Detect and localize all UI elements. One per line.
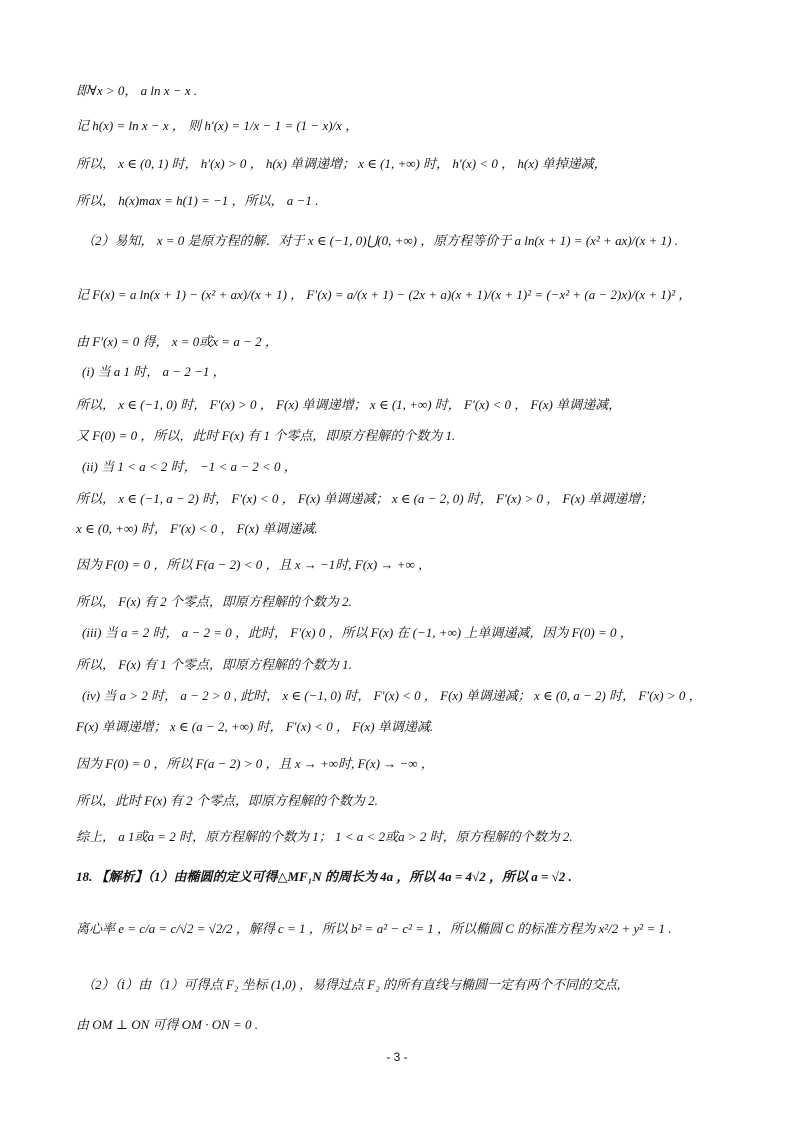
text-line: 因为 F(0) = 0 ，所以 F(a − 2) > 0 ，且 x → +∞时, F(x) → −∞ ， (76, 756, 434, 771)
text-line: (iii) 当 a = 2 时， a − 2 = 0 ，此时， F′(x) 0 ，所以 F(x) 在 (−1, +∞) 上单调递减，因为 F(0) = 0 ， (82, 625, 633, 640)
text-line: (i) 当 a 1 时， a − 2 −1 ， (82, 364, 226, 379)
text-line: 离心率 e = c/a = c/√2 = √2/2 ，解得 c = 1 ，所以 b² = a² − c² = 1 ，所以椭圆 C 的标准方程为 x²/2 + y² = 1 . (76, 921, 672, 936)
text-line: 所以， x ∈ (−1, 0) 时， F′(x) > 0 ， F(x) 单调递增； x ∈ (1, +∞) 时， F′(x) < 0 ， F(x) 单调递减， (76, 397, 622, 412)
text-line: （2）（ⅰ）由（1）可得点 F₂ 坐标 (1,0) ，易得过点 F₂ 的所有直线与椭圆一定有两个不同的交点, (82, 977, 621, 992)
text-line: 综上， a 1或a = 2 时，原方程解的个数为 1； 1 < a < 2或a > 2 时，原方程解的个数为 2. (76, 829, 573, 844)
text-line: F(x) 单调递增； x ∈ (a − 2, +∞) 时， F′(x) < 0 ， F(x) 单调递减. (76, 719, 434, 734)
text-line: 所以， x ∈ (0, 1) 时， h′(x) > 0 ， h(x) 单调递增； x ∈ (1, +∞) 时， h′(x) < 0 ， h(x) 单掉递减， (76, 156, 607, 171)
text-line: (ii) 当 1 < a < 2 时， −1 < a − 2 < 0 ， (82, 459, 297, 474)
text-line: 由 OM ⊥ ON 可得 OM · ON = 0 . (76, 1017, 259, 1032)
text-line: 所以， h(x)max = h(1) = −1 ，所以， a −1 . (76, 193, 319, 208)
text-line: 记 h(x) = ln x − x ， 则 h′(x) = 1/x − 1 = (1 − x)/x ， (76, 118, 359, 133)
text-line: 所以， F(x) 有 1 个零点，即原方程解的个数为 1. (76, 657, 352, 672)
text-line: 所以， F(x) 有 2 个零点，即原方程解的个数为 2. (76, 594, 352, 609)
text-line: (iv) 当 a > 2 时， a − 2 > 0 , 此时， x ∈ (−1, 0) 时， F′(x) < 0 ， F(x) 单调递减； x ∈ (0, a − 2) 时， F′(x) > 0 ， (82, 688, 702, 703)
page-number: - 3 - (386, 1050, 408, 1064)
text-line: 即∀x > 0， a ln x − x . (76, 83, 198, 98)
text-line: 由 F′(x) = 0 得， x = 0或x = a − 2 ， (76, 334, 278, 349)
text-line: 因为 F(0) = 0 ，所以 F(a − 2) < 0 ，且 x → −1时, F(x) → +∞ ， (76, 557, 431, 572)
text-line: 所以，此时 F(x) 有 2 个零点，即原方程解的个数为 2. (76, 793, 378, 808)
text-line: x ∈ (0, +∞) 时， F′(x) < 0 ， F(x) 单调递减. (76, 521, 318, 536)
text-line: 记 F(x) = a ln(x + 1) − (x² + ax)/(x + 1) ， F′(x) = a/(x + 1) − (2x + a)(x + 1)/(x + 1)² = (−x² + (a − 2)x)/(x + 1)² ， (76, 287, 692, 302)
question-18-heading: 18. 【解析】（1）由椭圆的定义可得△MF₁N 的周长为 4a ，所以 4a = 4√2 ，所以 a = √2 . (76, 869, 572, 884)
text-line: 又 F(0) = 0 ，所以，此时 F(x) 有 1 个零点，即原方程解的个数为 1. (76, 428, 456, 443)
text-line: （2）易知， x = 0 是原方程的解．对于 x ∈ (−1, 0)⋃(0, +∞) ，原方程等价于 a ln(x + 1) = (x² + ax)/(x + 1) . (82, 233, 678, 248)
text-line: 所以， x ∈ (−1, a − 2) 时， F′(x) < 0 ， F(x) 单调递减； x ∈ (a − 2, 0) 时， F′(x) > 0 ， F(x) 单调递增； (76, 491, 654, 506)
